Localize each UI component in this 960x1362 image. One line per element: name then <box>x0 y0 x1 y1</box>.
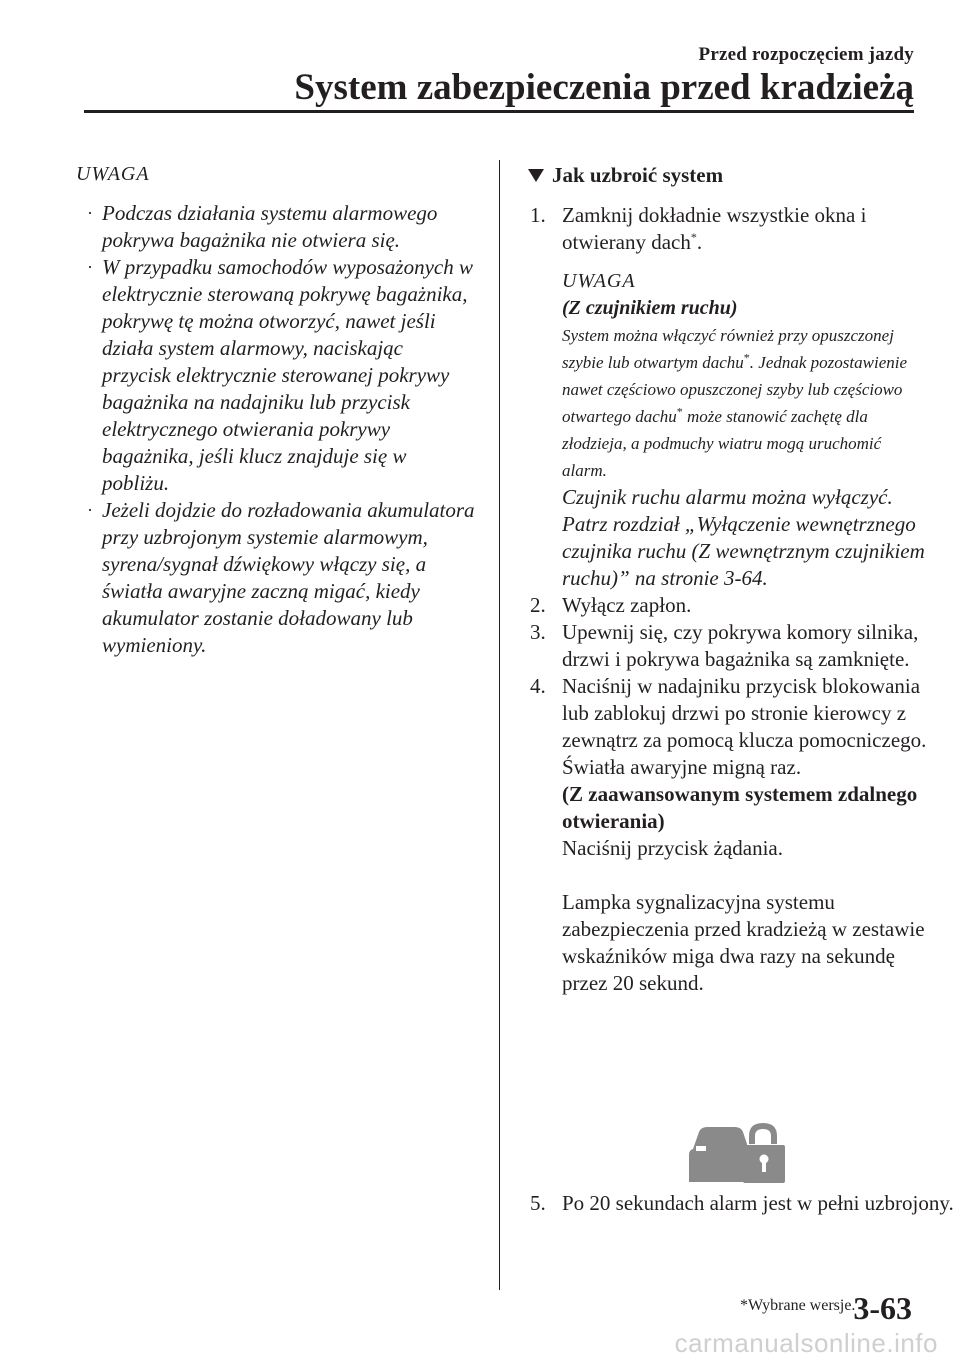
step-text: Upewnij się, czy pokrywa komory silnika, drzwi i pokrywa bagażnika są zamknięte. <box>562 620 919 671</box>
step-text: Naciśnij w nadajniku przycisk blokowania lub zablokuj drzwi po stronie kierowcy z zewnątrz za pomocą klucza pomocniczego. Światła awaryjne migną raz. <box>562 674 927 779</box>
page-number: 3-63 <box>853 1290 912 1326</box>
column-divider <box>499 160 500 1290</box>
steps-list <box>528 202 928 997</box>
step-text: Wyłącz zapłon. <box>562 593 692 617</box>
bullet-text: W przypadku samochodów wyposażonych w elektrycznie sterowaną pokrywę bagażnika, pokrywę tę można otworzyć, nawet jeśli działa system alarmowy, naciskając przycisk elektrycznie sterowanej pokrywy bagażnika na nadajniku lub przycisk elektrycznego otwierania pokrywy bagażnika, jeśli klucz znajduje się w pobliżu. <box>102 255 473 495</box>
step-number: 4. <box>530 674 546 698</box>
section-title: Przed rozpoczęciem jazdy <box>698 44 914 65</box>
bullet-text: Podczas działania systemu alarmowego pokrywa bagażnika nie otwiera się. <box>102 201 438 252</box>
step-text: Po 20 sekundach alarm jest w pełni uzbrojony. <box>562 1191 954 1215</box>
step-2 <box>528 592 928 619</box>
watermark: carmanualsonline.info <box>674 1328 938 1358</box>
step-number: 2. <box>530 593 546 617</box>
step-condition: (Z zaawansowanym systemem zdalnego otwierania) <box>562 782 918 833</box>
footnote-star: * <box>690 230 697 244</box>
triangle-marker-icon <box>528 169 544 182</box>
step-number: 3. <box>530 620 546 644</box>
section-heading-text: Jak uzbroić system <box>552 163 724 187</box>
step-3 <box>528 619 928 673</box>
step-number: 1. <box>530 203 546 227</box>
step-text: Zamknij dokładnie wszystkie okna i otwierany dach <box>562 203 867 254</box>
motion-sensor-note <box>528 268 928 592</box>
step-text-end: . <box>696 230 703 254</box>
note-paragraph-2: Czujnik ruchu alarmu można wyłączyć. Patrz rozdział „Wyłączenie wewnętrznego czujnika ruchu (Z wewnętrznym czujnikiem ruchu)” na stronie 3-64. <box>562 485 925 590</box>
left-column <box>76 160 476 659</box>
step-5 <box>528 1190 960 1217</box>
security-indicator-car-lock-icon <box>687 1122 787 1184</box>
right-column <box>528 160 928 997</box>
bullet-dot: · <box>87 257 93 277</box>
note-bullet <box>76 254 476 497</box>
bullet-dot: · <box>87 500 93 520</box>
note-sublabel: (Z czujnikiem ruchu) <box>562 297 738 319</box>
step-4 <box>528 673 928 997</box>
step-1 <box>528 202 928 256</box>
bullet-text: Jeżeli dojdzie do rozładowania akumulatora przy uzbrojonym systemie alarmowym, syrena/sygnał dźwiękowy włączy się, a światła awaryjne zaczną migać, kiedy akumulator zostanie doładowany lub wymieniony. <box>102 498 475 657</box>
note-label: UWAGA <box>562 270 636 292</box>
note-bullet <box>76 497 476 659</box>
note-paragraph: System można włączyć również przy opuszczonej szybie lub otwartym dachu*. Jednak pozostawienie nawet częściowo opuszczonej szyby lub częściowo otwartego dachu* może stanowić zachętę dla złodzieja, a podmuchy wiatru mogą uruchomić alarm. <box>562 326 908 480</box>
step-text-2: Naciśnij przycisk żądania. <box>562 836 783 860</box>
footnote: *Wybrane wersje. <box>740 1297 856 1314</box>
note-bullet <box>76 200 476 254</box>
step-text-3: Lampka sygnalizacyjna systemu zabezpieczenia przed kradzieżą w zestawie wskaźników miga dwa razy na sekundę przez 20 sekund. <box>562 890 925 995</box>
header-rule <box>84 110 914 113</box>
bullet-dot: · <box>87 203 93 223</box>
step-number: 5. <box>530 1191 546 1215</box>
note-label: UWAGA <box>76 163 150 185</box>
page-header <box>0 0 960 120</box>
section-heading <box>528 160 928 190</box>
page-title: System zabezpieczenia przed kradzieżą <box>294 67 914 108</box>
